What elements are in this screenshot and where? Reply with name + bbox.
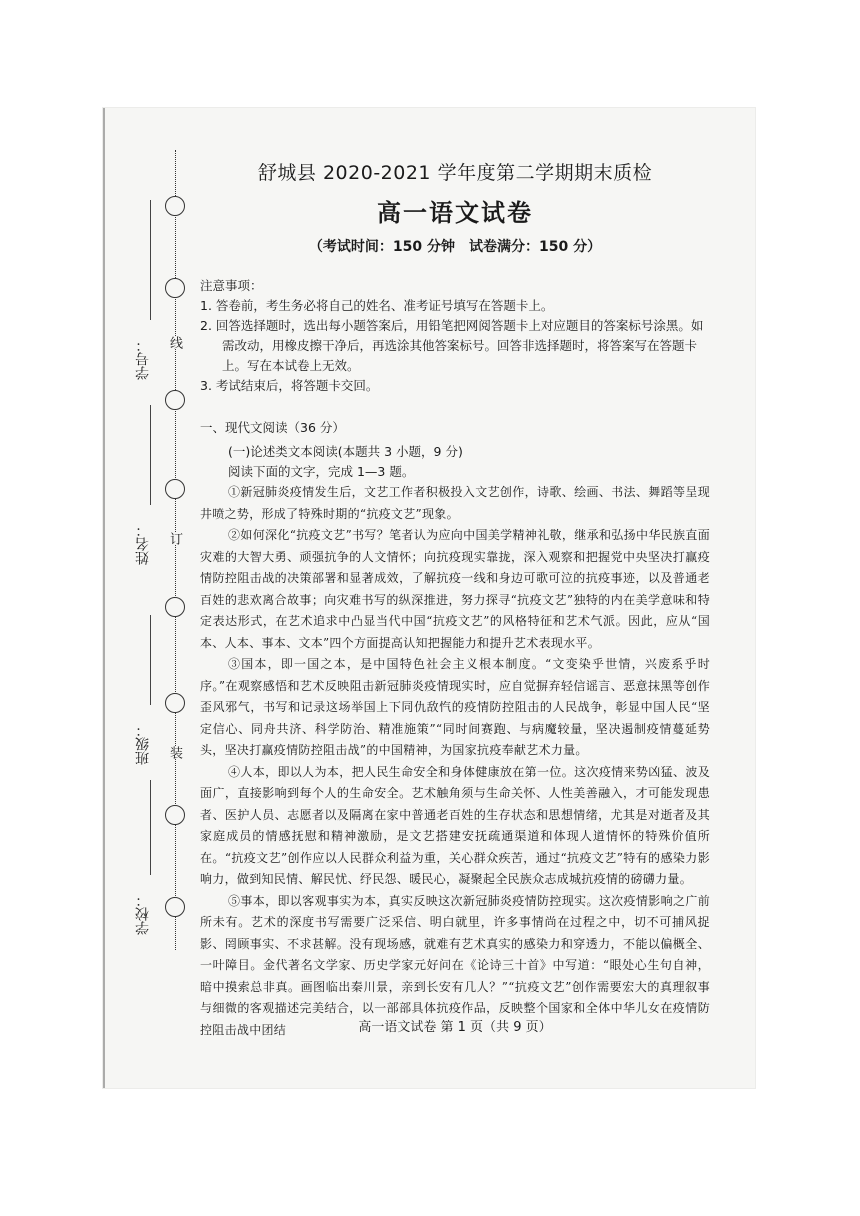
binding-hole xyxy=(165,693,185,713)
binding-hole xyxy=(165,196,185,216)
exam-title-line2: 高一语文试卷 xyxy=(377,198,533,227)
page-footer: 高一语文试卷 第 1 页（共 9 页） xyxy=(358,1020,552,1035)
passage-paragraph: ③国本，即一国之本，是中国特色社会主义根本制度。“文变染乎世情，兴废系乎时序。”在观察感悟和艺术反映阻击新冠肺炎疫情现实时，应自觉摒弃轻信谣言、恶意抹黑等创作歪风邪气，书写和记录这场举国上下同仇敌忾的疫情防控阻击的人民战争，彰显中国人民“坚定信心、同舟共济、科学防治、精准施策”“同时间赛跑、与病魔较量，坚决遏制疫情蔓延势头，坚决打赢疫情防控阻击战”的中国精神，为国家抗疫奉献艺术力量。 xyxy=(200,657,710,757)
binding-hole xyxy=(165,597,185,617)
school-blank[interactable] xyxy=(150,780,151,875)
name-field[interactable]: 姓名： xyxy=(135,523,151,565)
note-item: 1. 答卷前，考生务必将自己的姓名、准考证号填写在答题卡上。 xyxy=(200,298,554,313)
section-instruction: 阅读下面的文字，完成 1—3 题。 xyxy=(228,464,415,479)
binding-word-line: 线 xyxy=(167,336,182,349)
passage-paragraph: ②如何深化“抗疫文艺”书写？笔者认为应向中国美学精神礼敬，继承和弘扬中华民族直面灾难的大智大勇、顽强抗争的人文情怀；向抗疫现实靠拢，深入观察和把握党中央坚决打赢疫情防控阻击战的决策部署和显著成效，了解抗疫一线和身边可歌可泣的抗疫事迹，以及普通老百姓的悲欢离合故事；向灾难书写的纵深推进，努力探寻“抗疫文艺”独特的内在美学意味和特定表达形式，在艺术追求中凸显当代中国“抗疫文艺”的风格特征和艺术气派。因此，应从“国本、人本、事本、文本”四个方面提高认知把握能力和提升艺术表现水平。 xyxy=(200,528,710,650)
binding-hole xyxy=(165,278,185,298)
section-subtitle: (一)论述类文本阅读(本题共 3 小题，9 分) xyxy=(228,444,463,459)
name-blank[interactable] xyxy=(150,405,151,505)
binding-hole xyxy=(165,390,185,410)
section-title: 一、现代文阅读（36 分） xyxy=(200,420,345,435)
class-blank[interactable] xyxy=(150,615,151,705)
binding-dotted-line xyxy=(175,150,176,950)
student-id-field[interactable]: 学号： xyxy=(135,338,151,380)
class-field[interactable]: 班级： xyxy=(135,723,151,765)
school-field[interactable]: 学校： xyxy=(135,893,151,935)
page-content xyxy=(200,158,710,1041)
exam-info: （考试时间：150 分钟 试卷满分：150 分） xyxy=(308,239,602,255)
passage-paragraph: ④人本，即以人为本，把人民生命安全和身体健康放在第一位。这次疫情来势凶猛、波及面广，直接影响到每个人的生命安全。艺术触角须与生命关怀、人性美善融入，才可能发现患者、医护人员、志愿者以及隔离在家中普通老百姓的生存状态和思想情绪，尤其是对逝者及其家庭成员的情感抚慰和精神激励，是文艺搭建安抚疏通渠道和体现人道情怀的特殊价值所在。“抗疫文艺”创作应以人民群众利益为重，关心群众疾苦，通过“抗疫文艺”特有的感染力影响力，做到知民情、解民忧、纾民怨、暖民心，凝聚起全民族众志成城抗疫情的磅礴力量。 xyxy=(200,764,710,886)
notes-block xyxy=(200,276,710,396)
passage-paragraph: ⑤事本，即以客观事实为本，真实反映这次新冠肺炎疫情防控现实。这次疫情影响之广前所未有。艺术的深度书写需要广泛采信、明白就里，许多事情尚在过程之中，切不可捕风捉影、罔顾事实、不求甚解。没有现场感，就难有艺术真实的感染力和穿透力，不能以偏概全、一叶障目。金代著名文学家、历史学家元好问在《论诗三十首》中写道：“眼处心生句自神，暗中摸索总非真。画图临出秦川景，亲到长安有几人？”“抗疫文艺”创作需要宏大的真理叙事与细微的客观描述完美结合，以一部部具体抗疫作品，反映整个国家和全体中华儿女在疫情防控阻击战中团结 xyxy=(200,893,710,1037)
note-item: 3. 考试结束后，将答题卡交回。 xyxy=(200,378,379,393)
binding-hole xyxy=(165,479,185,499)
binding-hole xyxy=(165,805,185,825)
note-item: 2. 回答选择题时，选出每小题答案后，用铅笔把网阅答题卡上对应题目的答案标号涂黑。如需改动，用橡皮擦干净后，再选涂其他答案标号。回答非选择题时，将答案写在答题卡上。写在本试卷上无效。 xyxy=(200,318,704,373)
passage-paragraph: ①新冠肺炎疫情发生后，文艺工作者积极投入文艺创作，诗歌、绘画、书法、舞蹈等呈现井喷之势，形成了特殊时期的“抗疫文艺”现象。 xyxy=(200,485,710,521)
binding-word-bind: 装 xyxy=(167,746,182,759)
binding-word-order: 订 xyxy=(167,532,182,545)
binding-hole xyxy=(165,897,185,917)
student-id-blank[interactable] xyxy=(150,200,151,320)
notes-heading: 注意事项： xyxy=(200,278,263,293)
exam-title-line1: 舒城县 2020-2021 学年度第二学期期末质检 xyxy=(257,162,653,184)
